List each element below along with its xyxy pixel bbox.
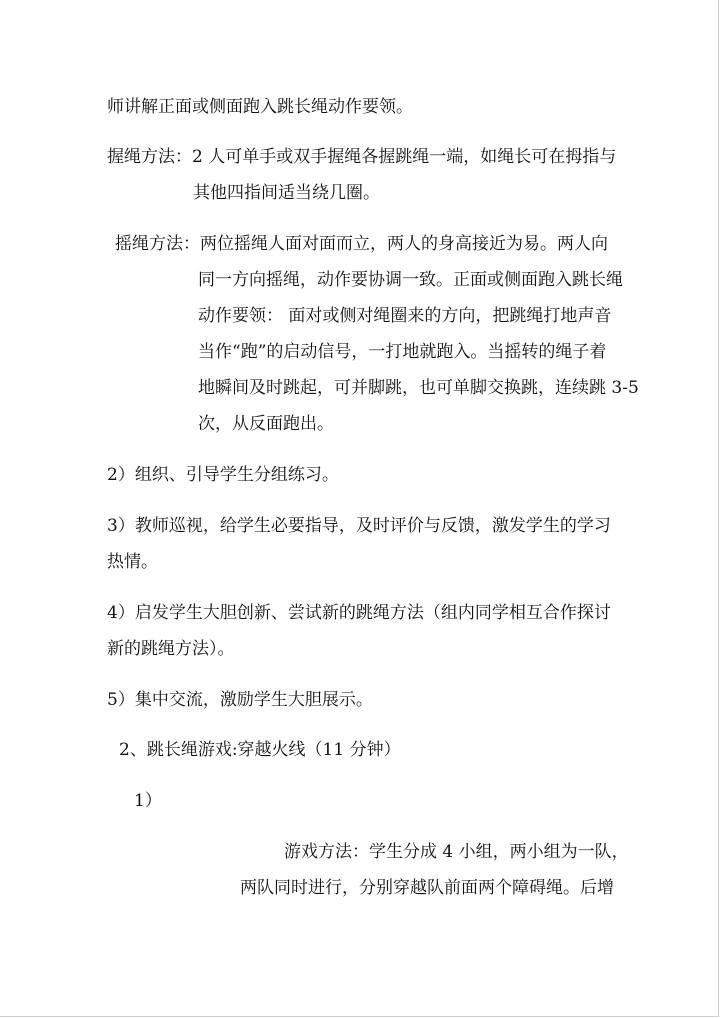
text-line-2: 握绳方法：2 人可单手或双手握绳各握跳绳一端，如绳长可在拇指与	[107, 147, 617, 167]
text-line-4: 摇绳方法：两位摇绳人面对面而立，两人的身高接近为易。两人向	[115, 234, 608, 254]
text-line-3: 其他四指间适当绕几圈。	[193, 183, 380, 203]
text-line-17: 1）	[134, 791, 162, 811]
text-line-7: 当作“跑”的启动信号，一打地就跑入。当摇转的绳子着	[198, 342, 607, 362]
text-line-11: 3）教师巡视，给学生必要指导，及时评价与反馈，激发学生的学习	[107, 516, 611, 536]
text-line-14: 新的跳绳方法）。	[107, 639, 235, 659]
text-line-5: 同一方向摇绳，动作要协调一致。正面或侧面跑入跳长绳	[198, 270, 623, 290]
text-line-15: 5）集中交流，激励学生大胆展示。	[107, 690, 373, 710]
text-line-13: 4）启发学生大胆创新、尝试新的跳绳方法（组内同学相互合作探讨	[107, 603, 611, 623]
text-line-19: 两队同时进行，分别穿越队前面两个障碍绳。后增	[240, 878, 614, 898]
text-line-18: 游戏方法：学生分成 4 小组，两小组为一队，	[284, 842, 629, 862]
text-line-10: 2）组织、引导学生分组练习。	[107, 465, 339, 485]
text-line-1: 师讲解正面或侧面跑入跳长绳动作要领。	[107, 97, 413, 117]
text-line-16: 2、跳长绳游戏:穿越火线（11 分钟）	[119, 740, 401, 760]
text-line-9: 次，从反面跑出。	[198, 414, 334, 434]
text-line-8: 地瞬间及时跳起，可并脚跳，也可单脚交换跳，连续跳 3-5	[198, 378, 639, 398]
text-line-12: 热情。	[107, 552, 158, 572]
text-line-6: 动作要领： 面对或侧对绳圈来的方向，把跳绳打地声音	[198, 306, 612, 326]
